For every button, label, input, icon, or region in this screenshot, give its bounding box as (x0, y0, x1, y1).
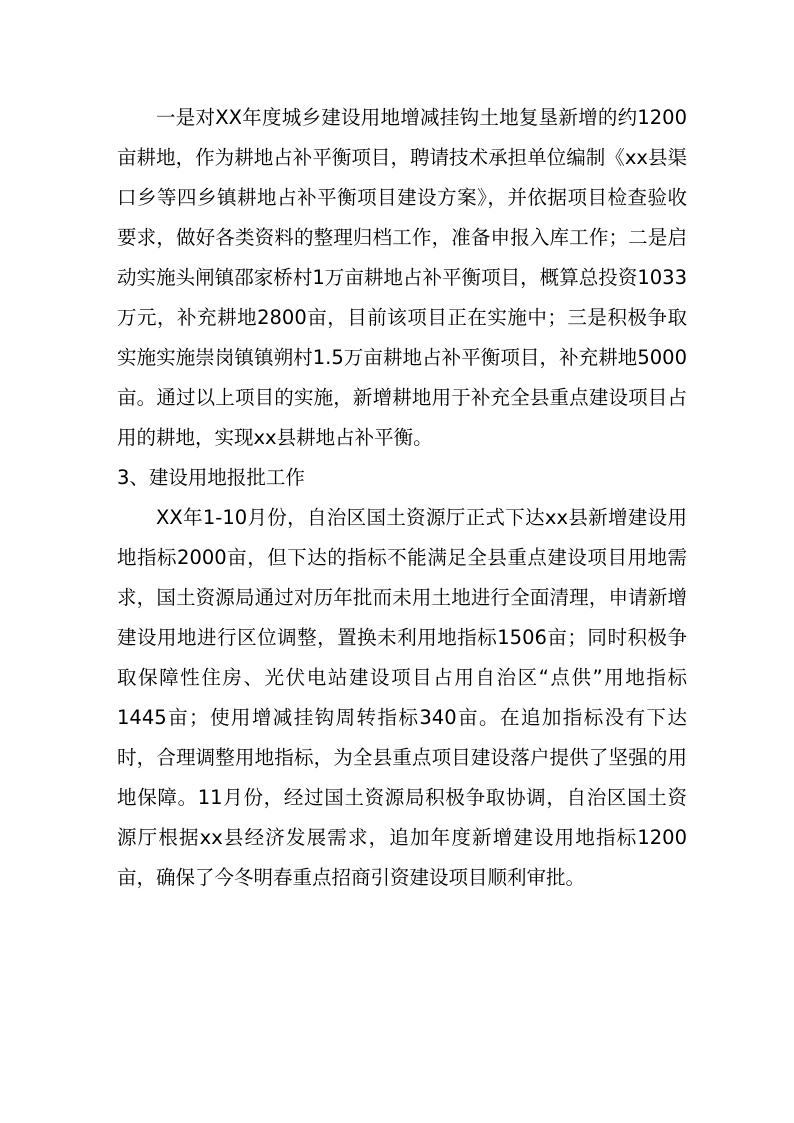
document-page (117, 98, 687, 898)
section-heading-land-approval: 3、建设用地报批工作 (117, 466, 305, 489)
paragraph-farmland-balance: 一是对XX年度城乡建设用地增减挂钩土地复垦新增的约1200亩耕地，作为耕地占补平衡项目，聘请技术承担单位编制《xx县渠口乡等四乡镇耕地占补平衡项目建设方案》，并依据项目检查验收要求，做好各类资料的整理归档工作，准备申报入库工作；二是启动实施头闸镇邵家桥村1万亩耕地占补平衡项目，概算总投资1033万元，补充耕地2800亩，目前该项目正在实施中；三是积极争取实施实施崇岗镇镇朔村1.5万亩耕地占补平衡项目，补充耕地5000亩。通过以上项目的实施，新增耕地用于补充全县重点建设项目占用的耕地，实现xx县耕地占补平衡。 (117, 106, 687, 449)
paragraph-land-approval: XX年1-10月份，自治区国土资源厅正式下达xx县新增建设用地指标2000亩，但下达的指标不能满足全县重点建设项目用地需求，国土资源局通过对历年批而未用土地进行全面清理，申请新增建设用地进行区位调整，置换未利用地指标1506亩；同时积极争取保障性住房、光伏电站建设项目占用自治区“点供”用地指标1445亩；使用增减挂钩周转指标340亩。在追加指标没有下达时，合理调整用地指标，为全县重点项目建设落户提供了坚强的用地保障。11月份，经过国土资源局积极争取协调，自治区国土资源厅根据xx县经济发展需求，追加年度新增建设用地指标1200亩，确保了今冬明春重点招商引资建设项目顺利审批。 (117, 506, 687, 889)
